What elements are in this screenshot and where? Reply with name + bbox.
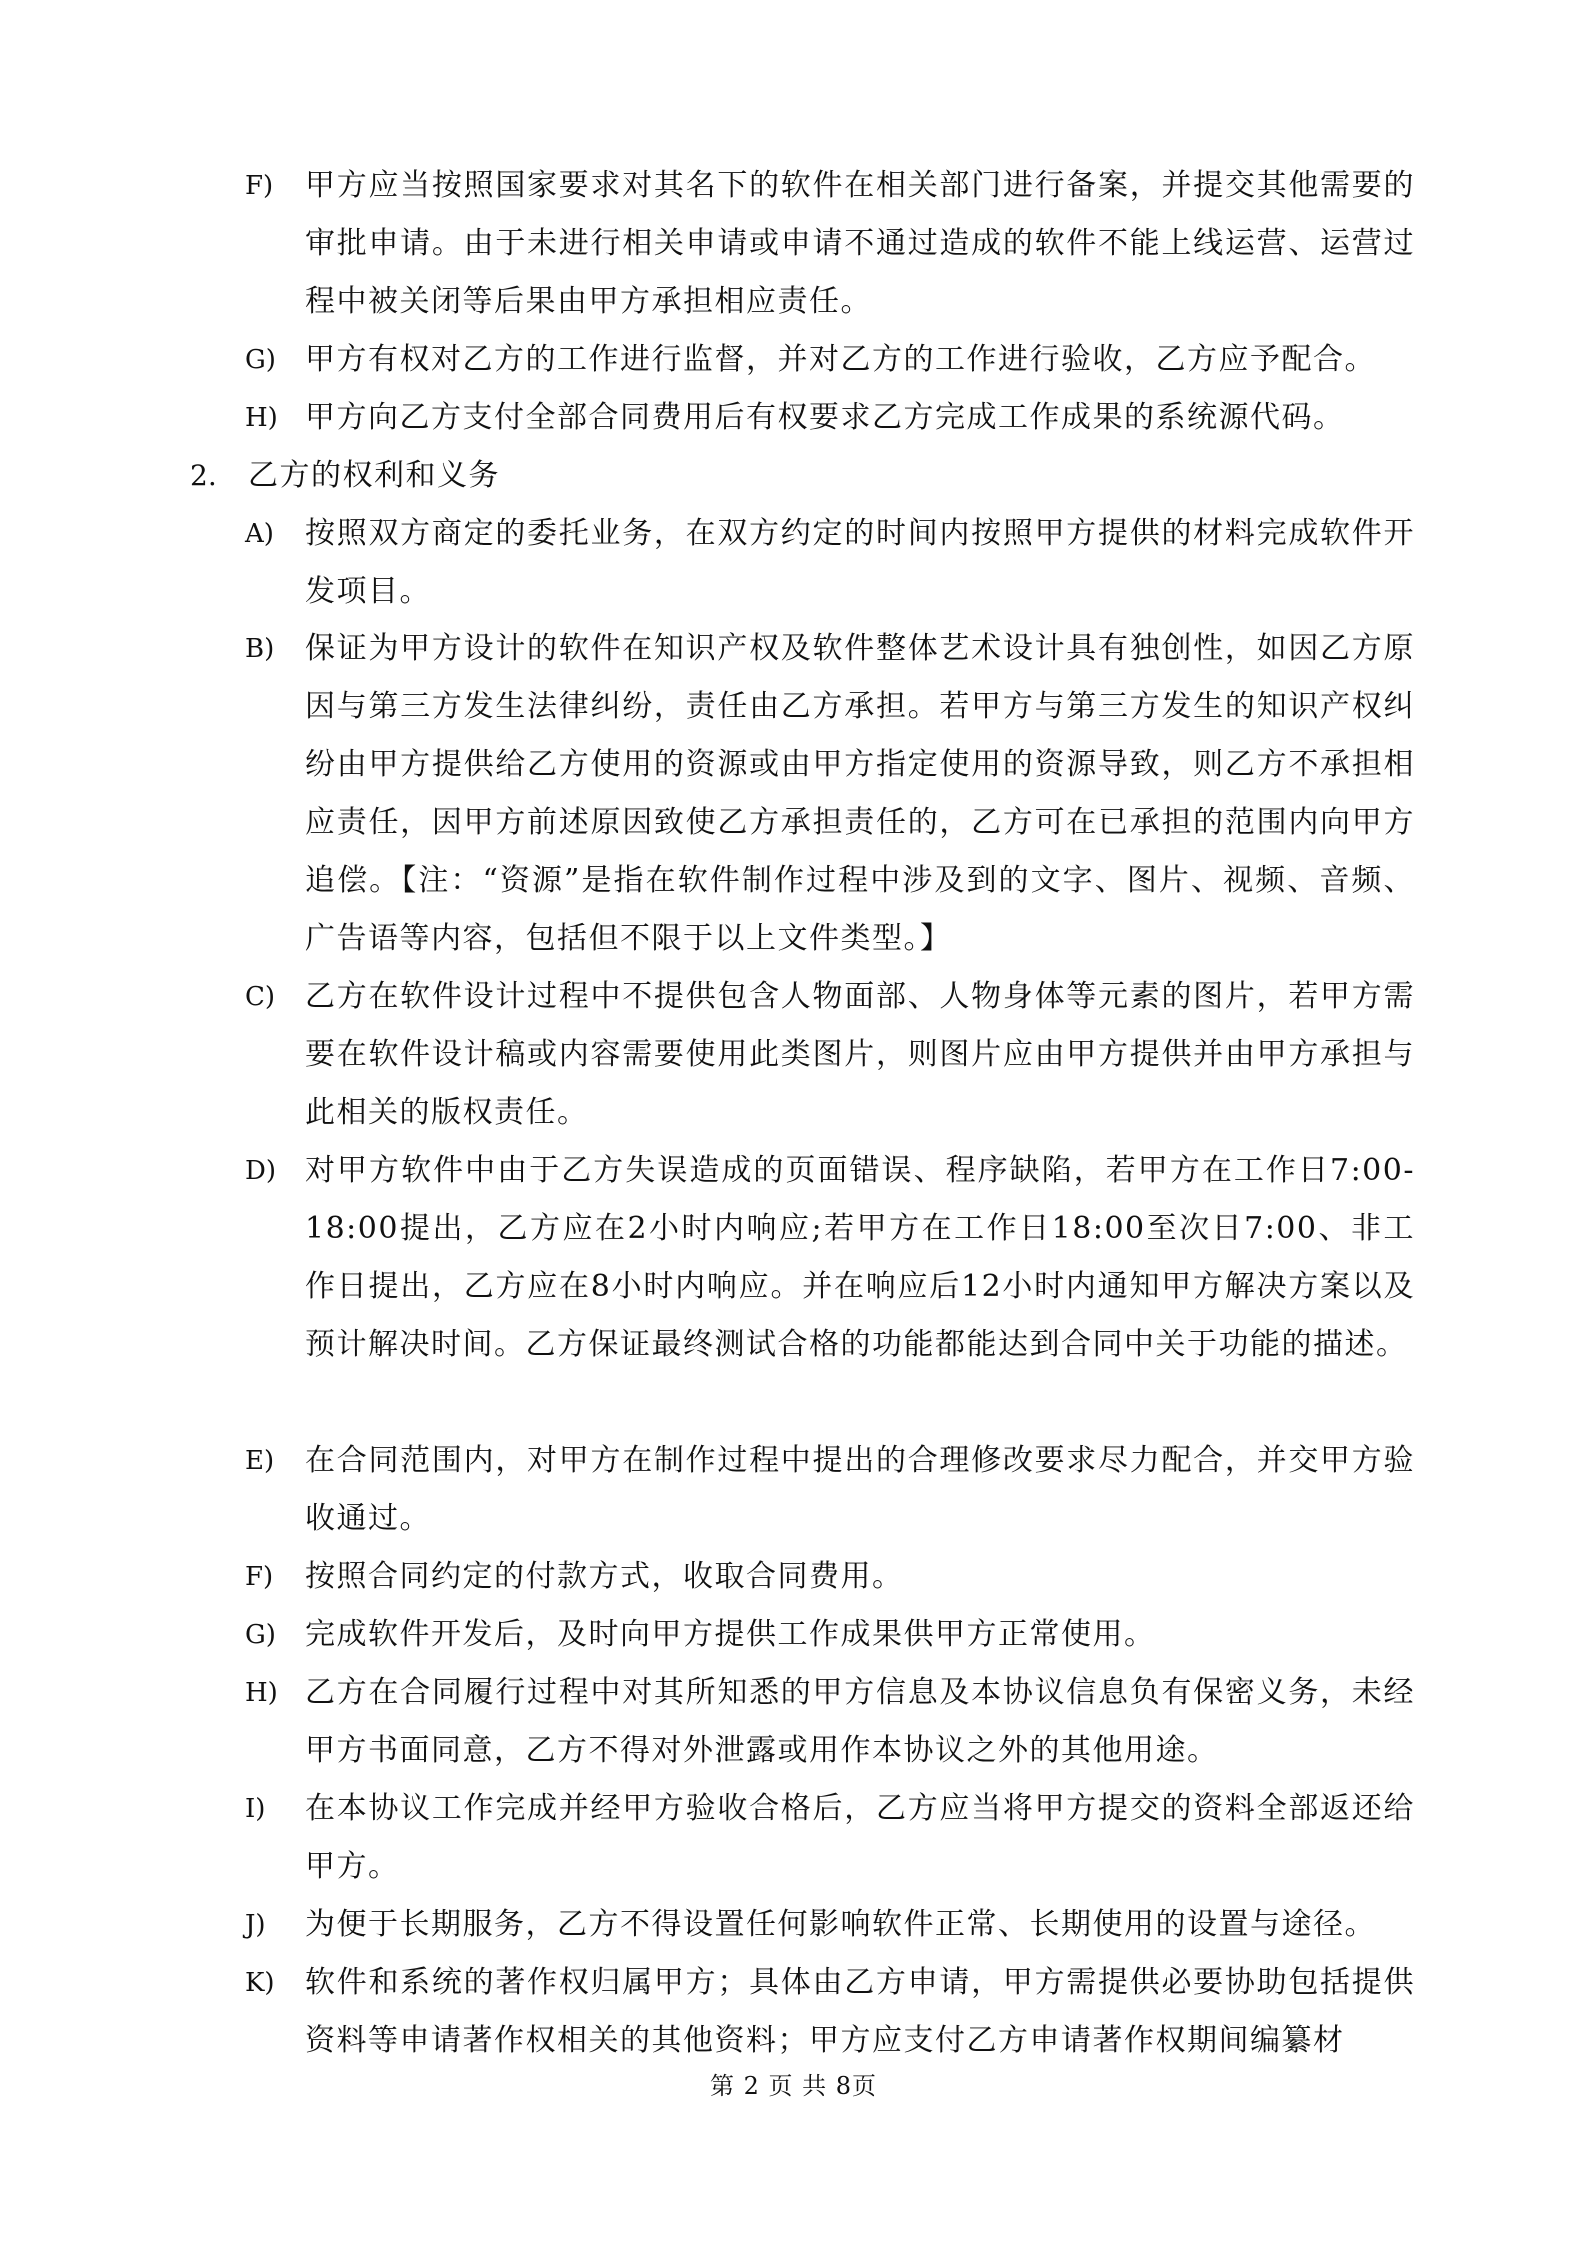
clause-a-h <box>245 389 1415 447</box>
clause-marker: F) <box>245 1562 274 1592</box>
clause-text: 对甲方软件中由于乙方失误造成的页面错误、程序缺陷，若甲方在工作日7:00-18:00提出，乙方应在2小时内响应;若甲方在工作日18:00至次日7:00、非工作日提出，乙方应在8小时内响应。并在响应后12小时内通知甲方解决方案以及预计解决时间。乙方保证最终测试合格的功能都能达到合同中关于功能的描述。 <box>305 1153 1415 1362</box>
section-heading <box>190 447 1390 505</box>
clause-text: 甲方向乙方支付全部合同费用后有权要求乙方完成工作成果的系统源代码。 <box>305 400 1345 435</box>
clause-marker: H) <box>245 403 278 433</box>
section-number: 2. <box>190 459 217 492</box>
clause-a-f <box>245 157 1415 331</box>
clause-b-e <box>245 1432 1415 1548</box>
clause-marker: C) <box>245 982 276 1012</box>
clause-marker: D) <box>245 1156 276 1186</box>
clause-text: 乙方在软件设计过程中不提供包含人物面部、人物身体等元素的图片，若甲方需要在软件设计稿或内容需要使用此类图片，则图片应由甲方提供并由甲方承担与此相关的版权责任。 <box>305 979 1415 1130</box>
clause-text: 甲方有权对乙方的工作进行监督，并对乙方的工作进行验收，乙方应予配合。 <box>305 342 1376 377</box>
clause-marker: G) <box>245 345 276 375</box>
section-title: 乙方的权利和义务 <box>248 458 500 493</box>
clause-b-j <box>245 1896 1415 1954</box>
clause-text: 甲方应当按照国家要求对其名下的软件在相关部门进行备案，并提交其他需要的审批申请。由于未进行相关申请或申请不通过造成的软件不能上线运营、运营过程中被关闭等后果由甲方承担相应责任。 <box>305 168 1415 319</box>
clause-b-i <box>245 1780 1415 1896</box>
clause-marker: B) <box>245 634 275 664</box>
clause-marker: G) <box>245 1620 276 1650</box>
clause-a-g <box>245 331 1415 389</box>
clause-text: 软件和系统的著作权归属甲方；具体由乙方申请，甲方需提供必要协助包括提供资料等申请著作权相关的其他资料；甲方应支付乙方申请著作权期间编纂材 <box>305 1965 1415 2058</box>
clause-marker: H) <box>245 1678 278 1708</box>
clause-b-a <box>245 505 1415 621</box>
clause-marker: A) <box>245 519 274 549</box>
clause-text: 保证为甲方设计的软件在知识产权及软件整体艺术设计具有独创性，如因乙方原因与第三方发生法律纠纷，责任由乙方承担。若甲方与第三方发生的知识产权纠纷由甲方提供给乙方使用的资源或由甲方指定使用的资源导致，则乙方不承担相应责任，因甲方前述原因致使乙方承担责任的，乙方可在已承担的范围内向甲方追偿。【注：“资源”是指在软件制作过程中涉及到的文字、图片、视频、音频、广告语等内容，包括但不限于以上文件类型。】 <box>305 631 1415 956</box>
page-footer: 第 2 页 共 8页 <box>709 2072 878 2100</box>
clause-b-b <box>245 620 1415 968</box>
clause-text: 按照双方商定的委托业务，在双方约定的时间内按照甲方提供的材料完成软件开发项目。 <box>305 516 1415 609</box>
clause-marker: F) <box>245 171 274 201</box>
clause-b-h <box>245 1664 1415 1780</box>
clause-b-d <box>245 1142 1415 1374</box>
clause-marker: K) <box>245 1968 275 1998</box>
clause-b-k <box>245 1954 1415 2070</box>
clause-text: 完成软件开发后，及时向甲方提供工作成果供甲方正常使用。 <box>305 1617 1156 1652</box>
clause-marker: J) <box>245 1910 266 1940</box>
clause-text: 在合同范围内，对甲方在制作过程中提出的合理修改要求尽力配合，并交甲方验收通过。 <box>305 1443 1415 1536</box>
clause-b-f <box>245 1548 1415 1606</box>
clause-b-c <box>245 968 1415 1142</box>
clause-marker: I) <box>245 1794 266 1824</box>
clause-b-g <box>245 1606 1415 1664</box>
clause-text: 在本协议工作完成并经甲方验收合格后，乙方应当将甲方提交的资料全部返还给甲方。 <box>305 1791 1415 1884</box>
clause-text: 为便于长期服务，乙方不得设置任何影响软件正常、长期使用的设置与途径。 <box>305 1907 1376 1942</box>
clause-marker: E) <box>245 1446 275 1476</box>
clause-text: 按照合同约定的付款方式，收取合同费用。 <box>305 1559 904 1594</box>
clause-text: 乙方在合同履行过程中对其所知悉的甲方信息及本协议信息负有保密义务，未经甲方书面同意，乙方不得对外泄露或用作本协议之外的其他用途。 <box>305 1675 1415 1768</box>
